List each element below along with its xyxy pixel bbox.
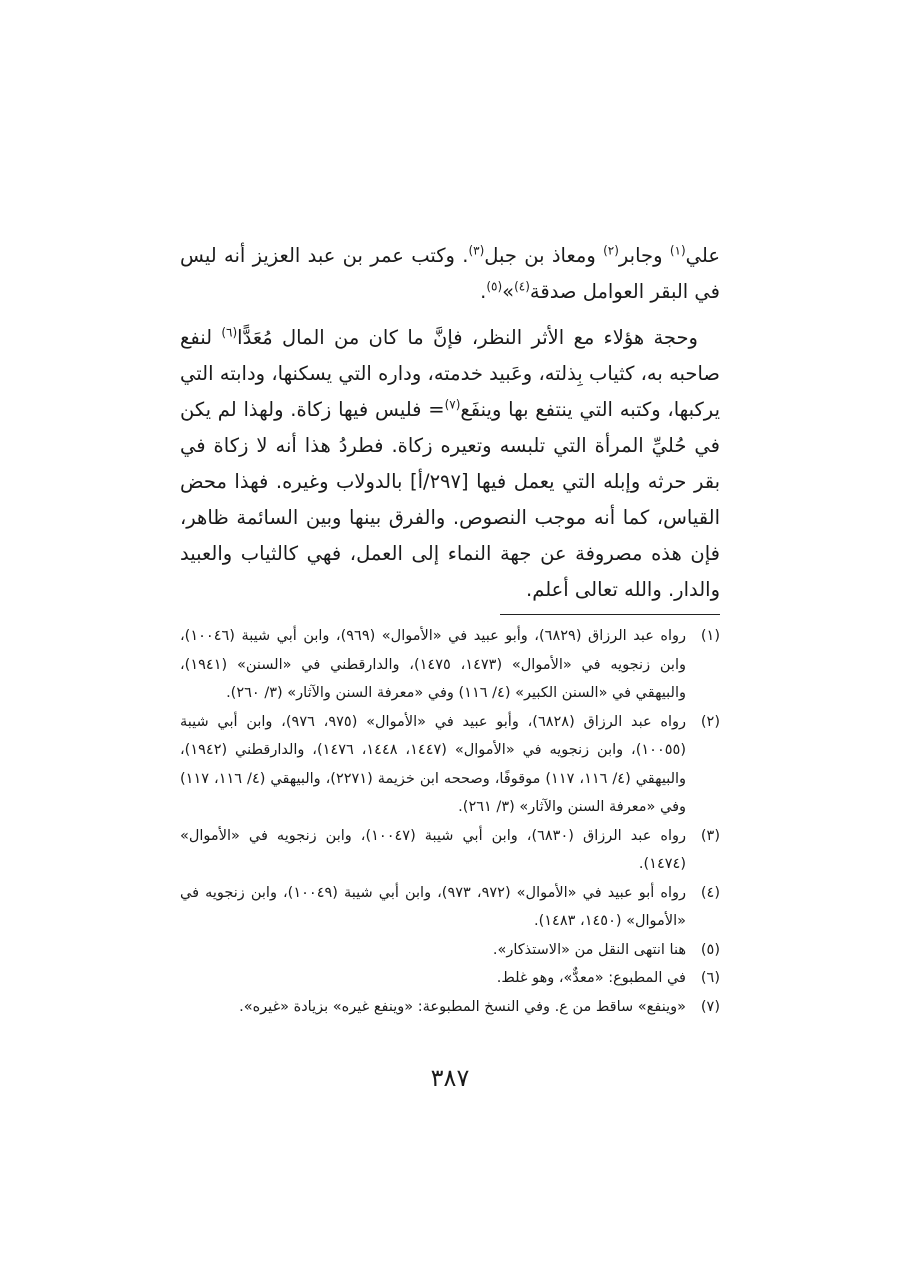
footnote-ref-7[interactable]: (٧)	[444, 397, 461, 412]
text-run: .	[480, 280, 487, 303]
text-run: ومعاذ بن جبل	[484, 244, 604, 267]
text-run: = فليس فيها زكاة. ولهذا لم يكن في حُليِّ المرأة التي تلبسه وتعيره زكاة. فطردُ هذا أنه لا زكاة في بقر حرثه وإبله التي يعمل فيها [٢٩٧/أ] بالدولاب وغيره. فهذا محض القياس، كما أنه موجب النصوص. والفرق بينها وبين السائمة ظاهر، فإن هذه مصروفة عن جهة النماء إلى العمل، فهي كالثياب والعبيد والدار. والله تعالى أعلم.	[180, 398, 720, 601]
text-run: علي	[685, 244, 720, 267]
footnote-text: رواه عبد الرزاق (٦٨٣٠)، وابن أبي شيبة (١٠٠٤٧)، وابن زنجويه في «الأموال» (١٤٧٤).	[180, 827, 686, 872]
footnote-number: (٦)	[700, 970, 720, 986]
footnote-text: رواه عبد الرزاق (٦٨٢٩)، وأبو عبيد في «الأموال» (٩٦٩)، وابن أبي شيبة (١٠٠٤٦)، وابن زنجويه في «الأموال» (١٤٧٣، ١٤٧٥)، والدارقطني في «السنن» (١٩٤١)، والبيهقي في «السنن الكبير» (٤/ ١١٦) وفي «معرفة السنن والآثار» (٣/ ٢٦٠).	[180, 628, 687, 701]
footnote-ref-4[interactable]: (٤)	[514, 279, 530, 294]
footnote-2	[180, 708, 720, 822]
footnote-text: رواه أبو عبيد في «الأموال» (٩٧٢، ٩٧٣)، وابن أبي شيبة (١٠٠٤٩)، وابن زنجويه في «الأموال» (١٤٥٠، ١٤٨٣).	[180, 884, 687, 929]
footnote-ref-6[interactable]: (٦)	[221, 325, 238, 340]
footnote-ref-3[interactable]: (٣)	[468, 243, 485, 258]
footnote-number: (١)	[700, 628, 720, 644]
text-run: وحجة هؤلاء مع الأثر النظر، فإنَّ ما كان من المال مُعَدًّا	[237, 326, 698, 349]
footnote-separator	[500, 614, 720, 615]
paragraph-2	[180, 320, 720, 608]
paragraph-1	[180, 238, 720, 310]
text-run: لنفع صاحبه به، كثياب بِذلته، وعَبيد خدمته، وداره التي يسكنها، ودابته التي يركبها، وكتبه التي ينتفع بها وينفَع	[180, 326, 720, 421]
footnote-number: (٢)	[700, 713, 720, 730]
footnote-number: (٤)	[700, 884, 720, 901]
page-number: ٣٨٧	[430, 1064, 470, 1092]
footnote-number: (٧)	[700, 998, 720, 1015]
main-text	[180, 238, 720, 608]
footnotes	[180, 622, 720, 1021]
footnote-text: «وينفع» ساقط من ع. وفي النسخ المطبوعة: «وينفع غيره» بزيادة «غيره».	[239, 998, 686, 1015]
footnote-ref-1[interactable]: (١)	[669, 243, 686, 258]
text-run: وجابر	[618, 244, 670, 267]
footnote-5	[180, 936, 720, 965]
footnote-4	[180, 879, 720, 936]
footnote-6	[180, 964, 720, 993]
footnote-number: (٣)	[700, 827, 720, 844]
text-run: . وكتب عمر بن عبد العزيز أنه ليس في البقر العوامل صدقة	[180, 244, 720, 303]
footnote-ref-2[interactable]: (٢)	[603, 243, 619, 258]
footnote-text: رواه عبد الرزاق (٦٨٢٨)، وأبو عبيد في «الأموال» (٩٧٥، ٩٧٦)، وابن أبي شيبة (١٠٠٥٥)، وابن زنجويه في «الأموال» (١٤٤٧، ١٤٤٨، ١٤٧٦)، والدارقطني (١٩٤٢)، والبيهقي (٤/ ١١٦، ١١٧) موقوفًا، وصححه ابن خزيمة (٢٢٧١)، والبيهقي (٤/ ١١٦، ١١٧) وفي «معرفة السنن والآثار» (٣/ ٢٦١).	[180, 713, 687, 815]
footnote-text: في المطبوع: «معدٌّ»، وهو غلط.	[496, 970, 686, 986]
footnote-ref-5[interactable]: (٥)	[486, 279, 503, 294]
text-run: »	[502, 280, 515, 303]
footnote-1	[180, 622, 720, 708]
footnote-7	[180, 993, 720, 1022]
footnote-number: (٥)	[700, 941, 720, 958]
footnote-text: هنا انتهى النقل من «الاستذكار».	[492, 941, 686, 958]
footnote-3	[180, 822, 720, 879]
